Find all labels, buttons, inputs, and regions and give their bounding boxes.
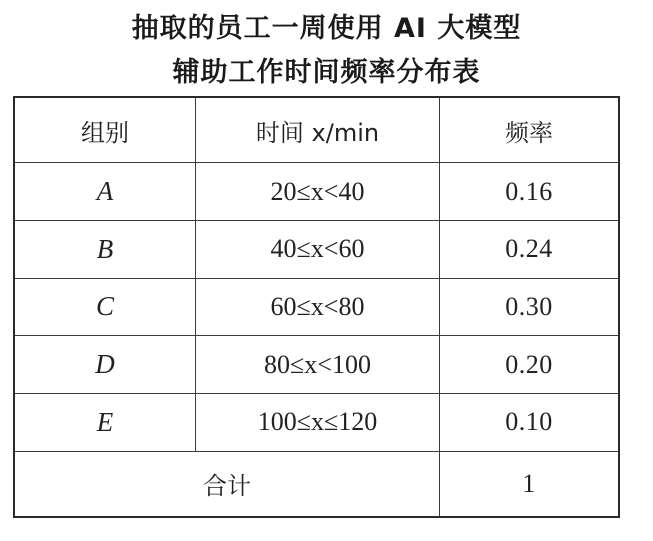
table-header-row xyxy=(14,97,619,163)
row-frequency: 0.20 xyxy=(440,336,620,394)
row-frequency: 0.10 xyxy=(440,393,620,451)
row-frequency: 0.24 xyxy=(440,220,620,278)
row-range: 60≤x<80 xyxy=(196,278,440,336)
row-frequency: 0.30 xyxy=(440,278,620,336)
frequency-table xyxy=(13,96,620,518)
table-row xyxy=(14,393,619,451)
header-group: 组别 xyxy=(14,97,196,163)
total-row xyxy=(14,451,619,517)
row-range: 80≤x<100 xyxy=(196,336,440,394)
table-row xyxy=(14,220,619,278)
row-range: 40≤x<60 xyxy=(196,220,440,278)
table-title-line2: 辅助工作时间频率分布表 xyxy=(172,57,481,88)
table-title-line1: 抽取的员工一周使用 AI 大模型 xyxy=(131,13,522,44)
table-row xyxy=(14,163,619,221)
row-group: B xyxy=(14,220,196,278)
header-time: 时间 x/min xyxy=(196,97,440,163)
row-group: A xyxy=(14,163,196,221)
row-range: 100≤x≤120 xyxy=(196,393,440,451)
row-range: 20≤x<40 xyxy=(196,163,440,221)
total-label: 合计 xyxy=(14,451,440,517)
row-frequency: 0.16 xyxy=(440,163,620,221)
row-group: E xyxy=(14,393,196,451)
table-row xyxy=(14,278,619,336)
header-frequency: 频率 xyxy=(440,97,620,163)
total-value: 1 xyxy=(440,451,620,517)
row-group: D xyxy=(14,336,196,394)
table-row xyxy=(14,336,619,394)
row-group: C xyxy=(14,278,196,336)
